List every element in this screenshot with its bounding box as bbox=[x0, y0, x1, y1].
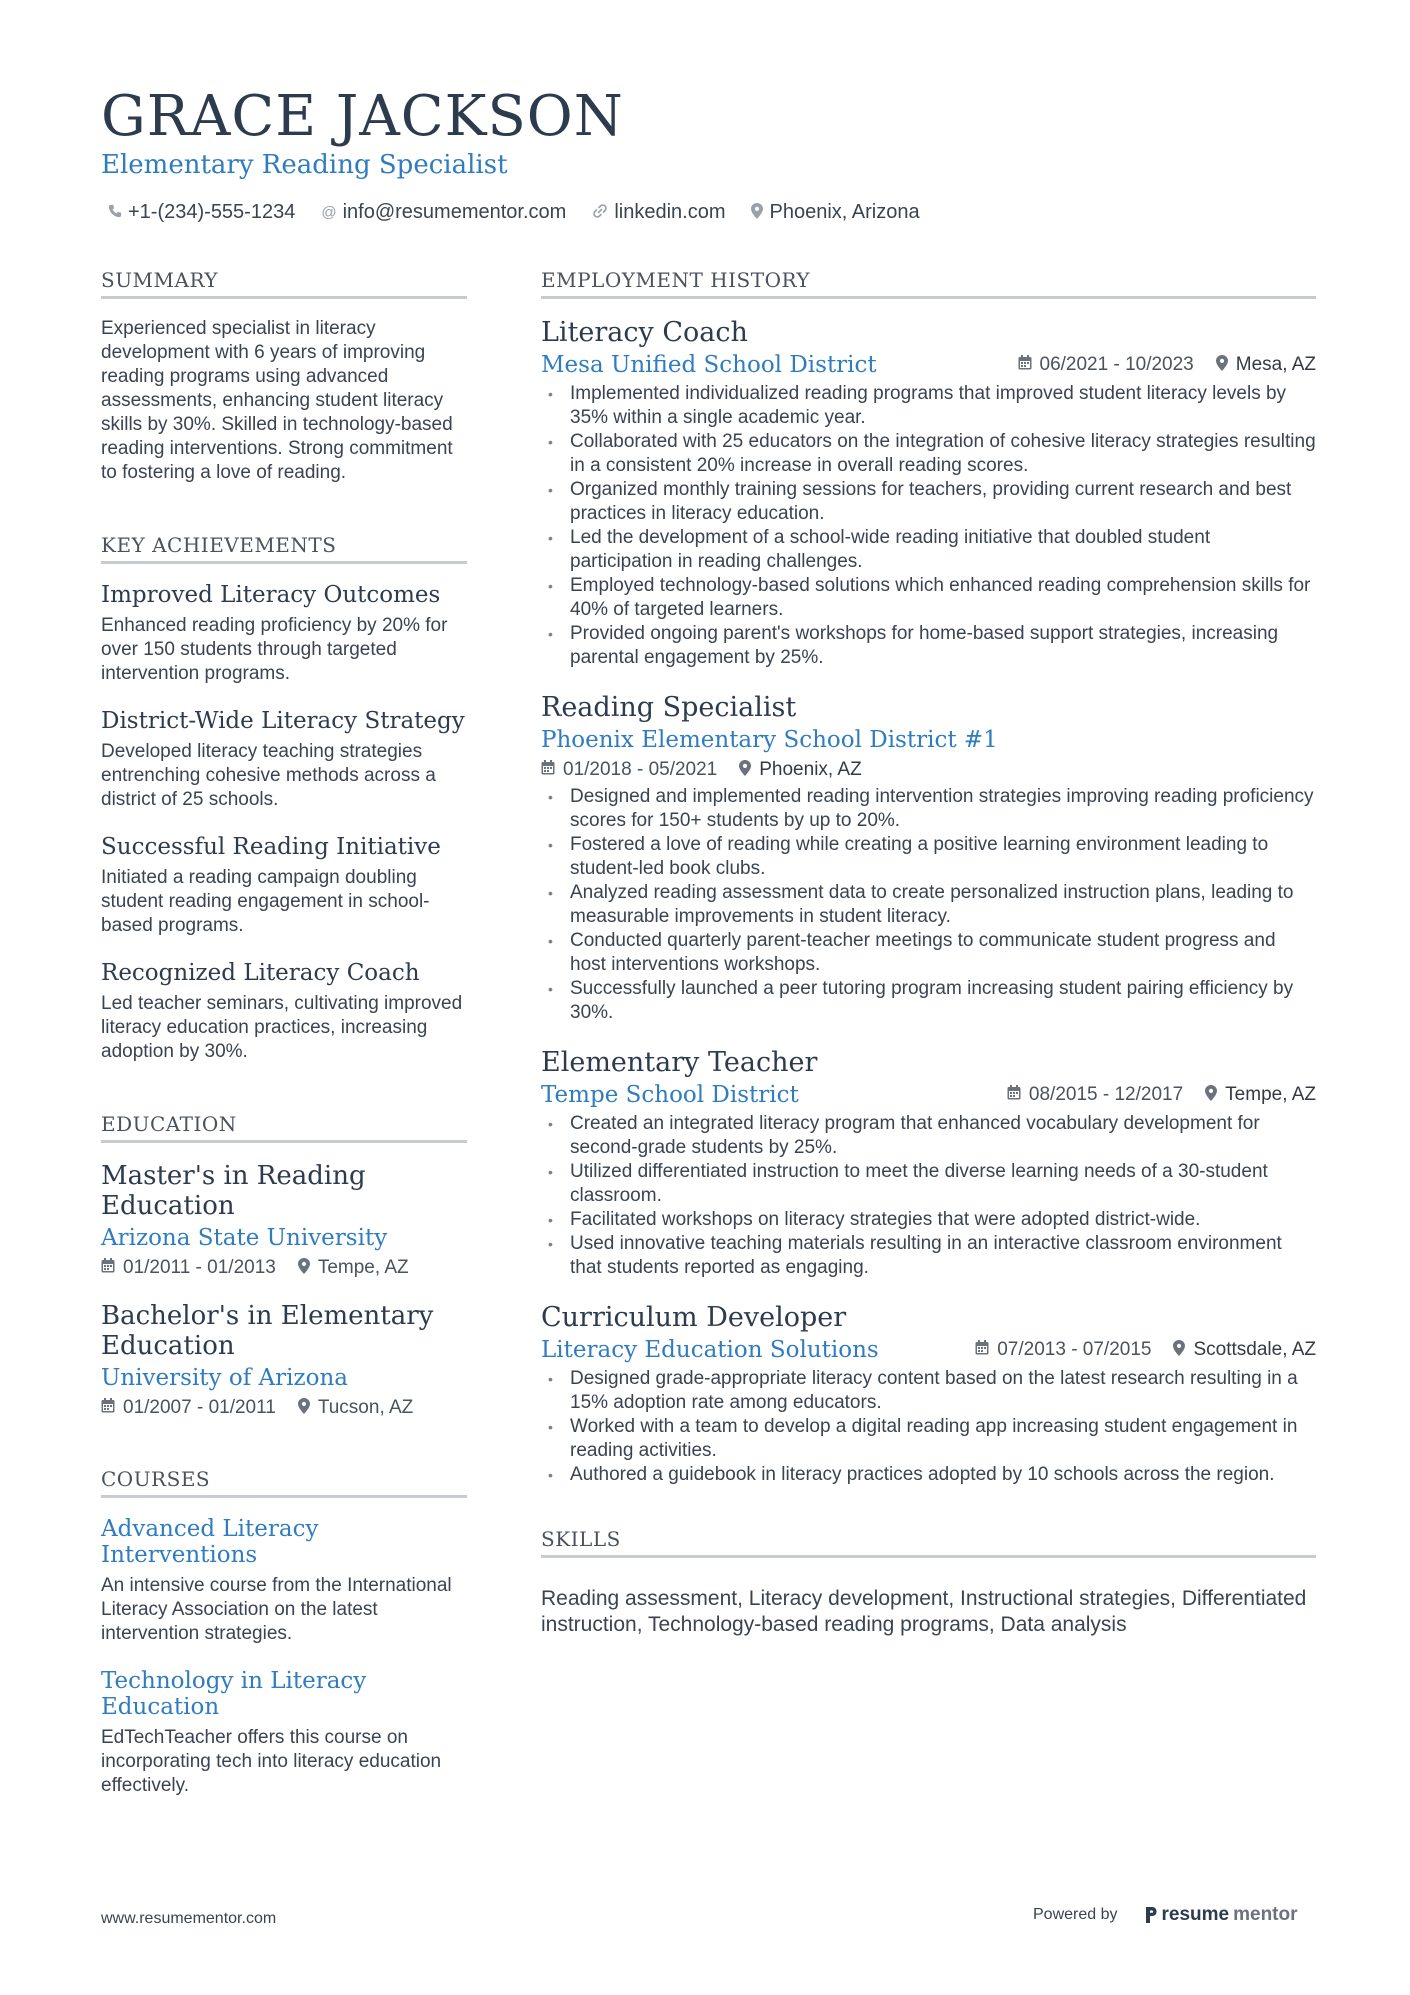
education-dates bbox=[101, 1397, 276, 1419]
job-location bbox=[1216, 354, 1316, 376]
candidate-name: GRACE JACKSON bbox=[101, 84, 624, 149]
contact-phone bbox=[108, 201, 295, 224]
job-title: Reading Specialist bbox=[541, 692, 797, 723]
job-company: Mesa Unified School District bbox=[541, 352, 877, 378]
skills-section bbox=[541, 1527, 1316, 1638]
achievements-heading: KEY ACHIEVEMENTS bbox=[101, 533, 467, 564]
job-bullets bbox=[541, 785, 1316, 1025]
job-bullet: • Utilized differentiated instruction to meet the diverse learning needs of a 30-student classroom. bbox=[541, 1160, 1316, 1208]
location-pin-icon bbox=[298, 1398, 310, 1419]
achievement-item bbox=[101, 708, 467, 812]
calendar-icon bbox=[541, 760, 555, 780]
education-dates-text: 01/2011 - 01/2013 bbox=[123, 1257, 276, 1278]
job-title: Literacy Coach bbox=[541, 317, 748, 348]
job-entry bbox=[541, 317, 1316, 670]
achievement-text: Initiated a reading campaign doubling student reading engagement in school-based programs. bbox=[101, 867, 430, 936]
location-pin-icon bbox=[1173, 1340, 1185, 1361]
education-location bbox=[298, 1397, 413, 1419]
courses-heading: COURSES bbox=[101, 1467, 467, 1498]
calendar-icon bbox=[975, 1340, 989, 1360]
job-bullet: • Analyzed reading assessment data to create personalized instruction plans, leading to measurable improvements in student literacy. bbox=[541, 881, 1316, 929]
education-location bbox=[298, 1257, 409, 1279]
job-meta bbox=[541, 759, 1316, 781]
job-bullet: • Organized monthly training sessions for teachers, providing current research and best practices in literacy education. bbox=[541, 478, 1316, 526]
job-title: Curriculum Developer bbox=[541, 1302, 847, 1333]
location-pin-icon bbox=[739, 760, 751, 781]
phone-icon bbox=[108, 204, 122, 222]
job-bullet: • Created an integrated literacy program that enhanced vocabulary development for second-grade students by 25%. bbox=[541, 1112, 1316, 1160]
education-meta bbox=[101, 1257, 467, 1279]
calendar-icon bbox=[1007, 1085, 1021, 1105]
phone-text: +1-(234)-555-1234 bbox=[128, 201, 296, 223]
candidate-title: Elementary Reading Specialist bbox=[101, 150, 508, 180]
job-dates-text: 08/2015 - 12/2017 bbox=[1028, 1084, 1184, 1105]
job-dates-text: 01/2018 - 05/2021 bbox=[563, 759, 718, 780]
employment-heading: EMPLOYMENT HISTORY bbox=[541, 268, 1316, 299]
courses-section bbox=[101, 1467, 467, 1798]
education-section bbox=[101, 1112, 467, 1419]
achievement-text: Developed literacy teaching strategies entrenching cohesive methods across a district of 25 schools. bbox=[101, 741, 436, 810]
education-dates-text: 01/2007 - 01/2011 bbox=[123, 1397, 276, 1418]
course-text: EdTechTeacher offers this course on incorporating tech into literacy education effectively. bbox=[101, 1727, 442, 1796]
education-school: University of Arizona bbox=[101, 1365, 348, 1391]
job-location bbox=[1173, 1339, 1316, 1361]
job-bullet: • Facilitated workshops on literacy strategies that were adopted district-wide. bbox=[541, 1208, 1316, 1232]
location-pin-icon bbox=[1216, 355, 1228, 376]
achievement-title: Recognized Literacy Coach bbox=[101, 960, 420, 986]
job-bullet: • Employed technology-based solutions which enhanced reading comprehension skills for 40% of targeted learners. bbox=[541, 574, 1316, 622]
education-location-text: Tucson, AZ bbox=[317, 1397, 414, 1418]
summary-section bbox=[101, 268, 467, 485]
calendar-icon bbox=[1018, 355, 1032, 375]
job-bullet: • Provided ongoing parent's workshops for home-based support strategies, increasing parental engagement by 25%. bbox=[541, 622, 1316, 670]
job-bullet: • Successfully launched a peer tutoring program increasing student pairing efficiency by 30%. bbox=[541, 977, 1316, 1025]
education-dates bbox=[101, 1257, 276, 1279]
achievements-section bbox=[101, 533, 467, 1064]
location-text: Phoenix, Arizona bbox=[769, 201, 920, 223]
education-item bbox=[101, 1161, 467, 1279]
education-meta bbox=[101, 1397, 467, 1419]
location-pin-icon bbox=[298, 1258, 310, 1279]
left-column bbox=[101, 268, 467, 1820]
contact-email[interactable] bbox=[321, 201, 566, 224]
course-item bbox=[101, 1516, 467, 1646]
job-bullet: • Worked with a team to develop a digital reading app increasing student engagement in reading activities. bbox=[541, 1415, 1316, 1463]
job-dates bbox=[541, 759, 717, 781]
achievement-item bbox=[101, 834, 467, 938]
job-bullet: • Authored a guidebook in literacy practices adopted by 10 schools across the region. bbox=[541, 1463, 1316, 1487]
job-bullet: • Designed grade-appropriate literacy content based on the latest research resulting in a 15% adoption rate among educators. bbox=[541, 1367, 1316, 1415]
footer-brand bbox=[1033, 1904, 1298, 1926]
job-bullets bbox=[541, 1112, 1316, 1280]
education-location-text: Tempe, AZ bbox=[317, 1257, 409, 1278]
job-dates bbox=[975, 1339, 1151, 1361]
job-entry bbox=[541, 1302, 1316, 1487]
link-icon bbox=[592, 203, 608, 223]
skills-heading: SKILLS bbox=[541, 1527, 1316, 1558]
job-info-row bbox=[541, 1082, 1316, 1108]
job-entry bbox=[541, 692, 1316, 1025]
contact-location bbox=[751, 201, 919, 224]
course-item bbox=[101, 1668, 467, 1798]
job-company: Literacy Education Solutions bbox=[541, 1337, 879, 1363]
job-location bbox=[739, 759, 861, 781]
job-bullet: • Collaborated with 25 educators on the integration of cohesive literacy strategies resulting in a consistent 20% increase in overall reading scores. bbox=[541, 430, 1316, 478]
education-school: Arizona State University bbox=[101, 1225, 388, 1251]
brand-text-resume: resume bbox=[1161, 1904, 1230, 1925]
education-heading: EDUCATION bbox=[101, 1112, 467, 1143]
job-bullet: • Fostered a love of reading while creating a positive learning environment leading to student-led book clubs. bbox=[541, 833, 1316, 881]
job-info-row bbox=[541, 1337, 1316, 1363]
education-degree: Bachelor's in Elementary Education bbox=[101, 1301, 434, 1361]
job-dates-text: 07/2013 - 07/2015 bbox=[997, 1339, 1152, 1360]
achievement-item bbox=[101, 960, 467, 1064]
powered-by-text: Powered by bbox=[1033, 1906, 1118, 1923]
education-item bbox=[101, 1301, 467, 1419]
job-bullet: • Conducted quarterly parent-teacher meetings to communicate student progress and host interventions workshops. bbox=[541, 929, 1316, 977]
contact-bar bbox=[108, 201, 920, 224]
right-column bbox=[541, 268, 1316, 1638]
job-bullet: • Used innovative teaching materials resulting in an interactive classroom environment that students reported as engaging. bbox=[541, 1232, 1316, 1280]
job-location-text: Tempe, AZ bbox=[1225, 1084, 1316, 1105]
achievement-title: District-Wide Literacy Strategy bbox=[101, 708, 465, 734]
summary-text: Experienced specialist in literacy development with 6 years of improving reading programs using advanced assessments, enhancing student literacy skills by 30%. Skilled in technology-based reading interventions. Strong commitment to fostering a love of reading. bbox=[101, 318, 453, 483]
job-bullets bbox=[541, 1367, 1316, 1487]
calendar-icon bbox=[101, 1398, 115, 1418]
footer-website[interactable]: www.resumementor.com bbox=[101, 1910, 277, 1927]
job-entry bbox=[541, 1047, 1316, 1280]
at-icon: @ bbox=[321, 204, 337, 221]
job-bullets bbox=[541, 382, 1316, 670]
summary-heading: SUMMARY bbox=[101, 268, 467, 299]
job-location-text: Scottsdale, AZ bbox=[1193, 1339, 1316, 1360]
achievement-text: Enhanced reading proficiency by 20% for over 150 students through targeted intervention programs. bbox=[101, 615, 448, 684]
job-dates bbox=[1018, 354, 1194, 376]
contact-linkedin[interactable] bbox=[592, 201, 725, 224]
job-company: Phoenix Elementary School District #1 bbox=[541, 727, 998, 753]
course-text: An intensive course from the International Literacy Association on the latest intervention strategies. bbox=[101, 1575, 452, 1644]
achievement-title: Improved Literacy Outcomes bbox=[101, 582, 441, 608]
location-pin-icon bbox=[751, 203, 763, 223]
job-meta bbox=[975, 1339, 1316, 1361]
job-location bbox=[1205, 1084, 1316, 1106]
achievement-text: Led teacher seminars, cultivating improved literacy education practices, increasing adoption by 30%. bbox=[101, 993, 463, 1062]
job-bullet: • Led the development of a school-wide reading initiative that doubled student participation in reading challenges. bbox=[541, 526, 1316, 574]
location-pin-icon bbox=[1205, 1085, 1217, 1106]
job-dates-text: 06/2021 - 10/2023 bbox=[1039, 354, 1194, 375]
job-meta bbox=[1007, 1084, 1316, 1106]
job-bullet: • Designed and implemented reading intervention strategies improving reading proficiency scores for 150+ students by up to 20%. bbox=[541, 785, 1316, 833]
achievement-title: Successful Reading Initiative bbox=[101, 834, 441, 860]
education-degree: Master's in Reading Education bbox=[101, 1161, 366, 1221]
job-bullet: • Implemented individualized reading programs that improved student literacy levels by 35% within a single academic year. bbox=[541, 382, 1316, 430]
course-title: Advanced Literacy Interventions bbox=[101, 1516, 319, 1568]
brand-logo[interactable] bbox=[1144, 1904, 1298, 1926]
job-location-text: Phoenix, AZ bbox=[759, 759, 862, 780]
brand-text-mentor: mentor bbox=[1233, 1904, 1298, 1925]
job-location-text: Mesa, AZ bbox=[1235, 354, 1316, 375]
job-dates bbox=[1007, 1084, 1183, 1106]
linkedin-text[interactable]: linkedin.com bbox=[614, 201, 726, 223]
job-title: Elementary Teacher bbox=[541, 1047, 818, 1078]
email-text[interactable]: info@resumementor.com bbox=[342, 201, 567, 223]
calendar-icon bbox=[101, 1258, 115, 1278]
resumementor-logo-icon bbox=[1144, 1905, 1158, 1925]
job-company: Tempe School District bbox=[541, 1082, 799, 1108]
skills-text: Reading assessment, Literacy development, Instructional strategies, Differentiated instruction, Technology-based reading programs, Data analysis bbox=[541, 1587, 1307, 1636]
achievement-item bbox=[101, 582, 467, 686]
job-meta bbox=[1018, 354, 1317, 376]
job-info-row bbox=[541, 352, 1316, 378]
course-title: Technology in Literacy Education bbox=[101, 1668, 367, 1720]
